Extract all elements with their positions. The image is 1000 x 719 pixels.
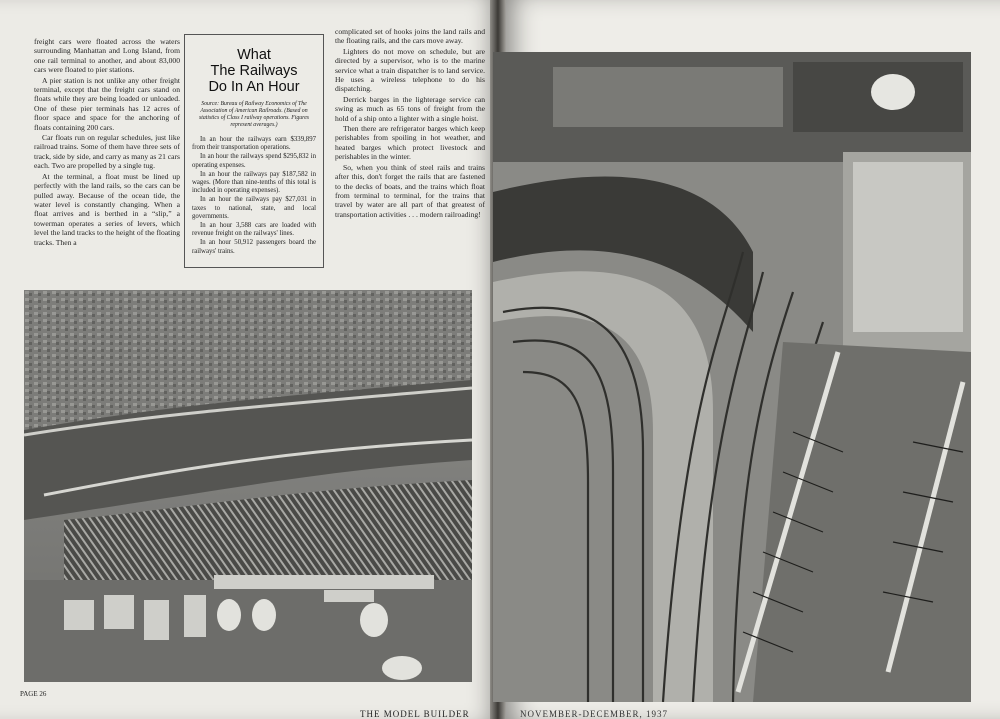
paragraph: So, when you think of steel rails and trains after this, don't forget the rails that are fastened to the decks of boats, and the trains which float from terminal to terminal, for the trains that travel by water are all part of that greatest of transportation activities . . . modern railroading! — [335, 162, 485, 219]
paragraph: Then there are refrigerator barges which keep perishables from spoiling in hot weather, and heated barges which protect livestock and perishables in the winter. — [335, 124, 485, 162]
sidebar-source: Source: Bureau of Railway Economics of The Association of American Railroads. (Based on statistics of Class I railway operations. Figures represent averages.) — [198, 101, 310, 128]
paragraph: freight cars were floated across the waters surrounding Manhattan and Long Island, from one rail terminal to another, and about 83,000 cars were floated to pier stations. — [34, 37, 180, 75]
article-column-3 — [335, 27, 485, 220]
paragraph: Lighters do not move on schedule, but are directed by a supervisor, who is to the marine service what a train dispatcher is to land service. He uses a wireless telephone to do his dispatching. — [335, 46, 485, 94]
railyard-photo-image — [24, 290, 472, 682]
page-number: PAGE 26 — [20, 690, 47, 698]
fact-item: In an hour the railways pay $27,031 in taxes to national, state, and local governments. — [192, 196, 316, 220]
curved-tracks-photo-image — [493, 52, 971, 702]
curved-tracks-photo — [493, 52, 971, 702]
paragraph: A pier station is not unlike any other freight terminal, except that the freight cars stand on floats while they are being loaded or unloaded. One of these pier terminals has 12 acres of floor space and space for the anchoring of floats containing 200 cars. — [34, 75, 180, 132]
fact-item: In an hour 3,588 cars are loaded with revenue freight on the railways' lines. — [192, 222, 316, 238]
fact-item: In an hour 50,912 passengers board the railways' trains. — [192, 239, 316, 255]
issue-date: NOVEMBER-DECEMBER, 1937 — [520, 709, 669, 719]
fact-item: In an hour the railways earn $339,897 from their transportation operations. — [192, 136, 316, 152]
article-column-1 — [34, 37, 180, 248]
magazine-title: THE MODEL BUILDER — [360, 709, 470, 719]
aerial-railyard-photo — [24, 290, 472, 682]
fact-item: In an hour the railways pay $187,582 in wages. (More than nine-tenths of this total is included in operating expenses). — [192, 170, 316, 195]
paragraph: At the terminal, a float must be lined up perfectly with the land rails, so the cars can be pulled away. Because of the ocean tide, the water level is constantly changing. When a float arrives and is berthed in a “slip,” a towerman operates a series of levers, which level the land tracks to the height of the floating tracks. Then a — [34, 171, 180, 247]
railway-facts-box — [184, 34, 324, 268]
paragraph: Car floats run on regular schedules, just like railroad trains. Some of them have three sets of track, side by side, and carry as many as 21 cars each. Two are propelled by a single tug. — [34, 133, 180, 171]
title-line: What — [237, 47, 271, 63]
sidebar-title — [192, 47, 316, 95]
fact-item: In an hour the railways spend $295,832 in operating expenses. — [192, 153, 316, 169]
title-line: Do In An Hour — [208, 79, 300, 95]
paragraph: Derrick barges in the lighterage service can swing as much as 65 tons of freight from the hold of a ship onto a lighter with a single hoist. — [335, 94, 485, 123]
paragraph: complicated set of hooks joins the land rails and the floating rails, and the cars move away. — [335, 27, 485, 46]
title-line: The Railways — [210, 63, 298, 79]
